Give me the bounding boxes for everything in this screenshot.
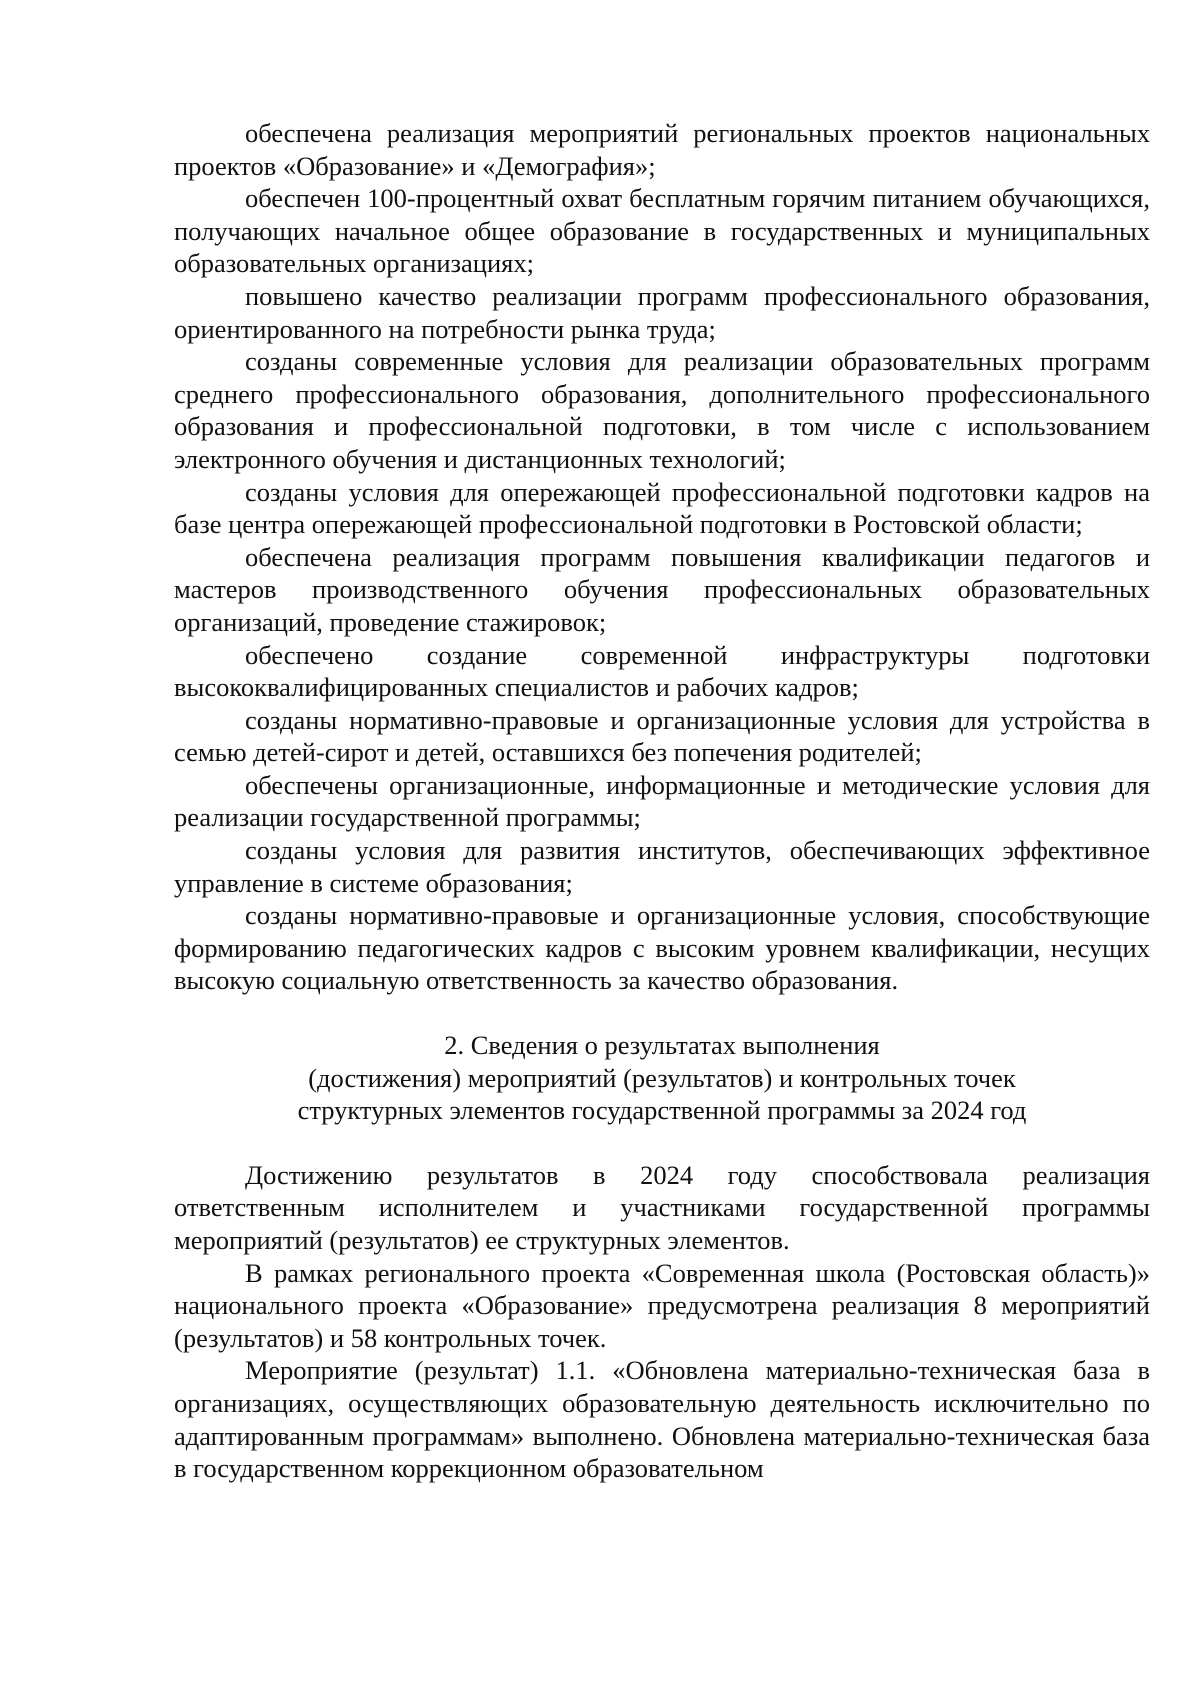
list-item: обеспечена реализация мероприятий региональных проектов национальных проектов «Образование» и «Демография»; — [174, 118, 1150, 181]
list-item: созданы нормативно-правовые и организационные условия для устройства в семью детей-сирот и детей, оставшихся без попечения родителей; — [174, 704, 1150, 768]
list-item: созданы современные условия для реализации образовательных программ среднего профессионального образования, дополнительного профессионального образования и профессиональной подготовки, в том числе с использованием электронного обучения и дистанционных технологий; — [174, 346, 1150, 474]
section-heading-line: структурных элементов государственной программы за 2024 год — [297, 1095, 1027, 1126]
body-paragraph: Мероприятие (результат) 1.1. «Обновлена материально-техническая база в организациях, осуществляющих образовательную деятельность исключительно по адаптированным программам» выполнено. Обновлена материально-техническая база в государственном коррекционном образовательном — [174, 1355, 1150, 1484]
document-body — [174, 117, 1150, 1485]
body-paragraph: В рамках регионального проекта «Современная школа (Ростовская область)» национального проекта «Образование» предусмотрена реализация 8 мероприятий (результатов) и 58 контрольных точек. — [174, 1257, 1150, 1353]
section-heading-line: (достижения) мероприятий (результатов) и контрольных точек — [308, 1062, 1016, 1093]
list-item: обеспечен 100-процентный охват бесплатным горячим питанием обучающихся, получающих начальное общее образование в государственных и муниципальных образовательных организациях; — [174, 183, 1150, 279]
list-item: созданы нормативно-правовые и организационные условия, способствующие формированию педагогических кадров с высоким уровнем квалификации, несущих высокую социальную ответственность за качество образования. — [174, 900, 1150, 996]
list-item: созданы условия для развития институтов, обеспечивающих эффективное управление в системе образования; — [174, 835, 1150, 898]
list-item: обеспечена реализация программ повышения квалификации педагогов и мастеров производственного обучения профессиональных образовательных организаций, проведение стажировок; — [174, 541, 1150, 637]
body-paragraph: Достижению результатов в 2024 году способствовала реализация ответственным исполнителем и участниками государственной программы мероприятий (результатов) ее структурных элементов. — [174, 1159, 1150, 1255]
list-item: повышено качество реализации программ профессионального образования, ориентированного на потребности рынка труда; — [174, 280, 1150, 344]
list-item: обеспечены организационные, информационные и методические условия для реализации государственной программы; — [174, 769, 1150, 833]
list-item: созданы условия для опережающей профессиональной подготовки кадров на базе центра опережающей профессиональной подготовки в Ростовской области; — [174, 476, 1150, 540]
section-heading-line: 2. Сведения о результатах выполнения — [444, 1030, 880, 1061]
section-heading — [174, 1029, 1150, 1127]
list-item: обеспечено создание современной инфраструктуры подготовки высококвалифицированных специалистов и рабочих кадров; — [174, 639, 1150, 703]
